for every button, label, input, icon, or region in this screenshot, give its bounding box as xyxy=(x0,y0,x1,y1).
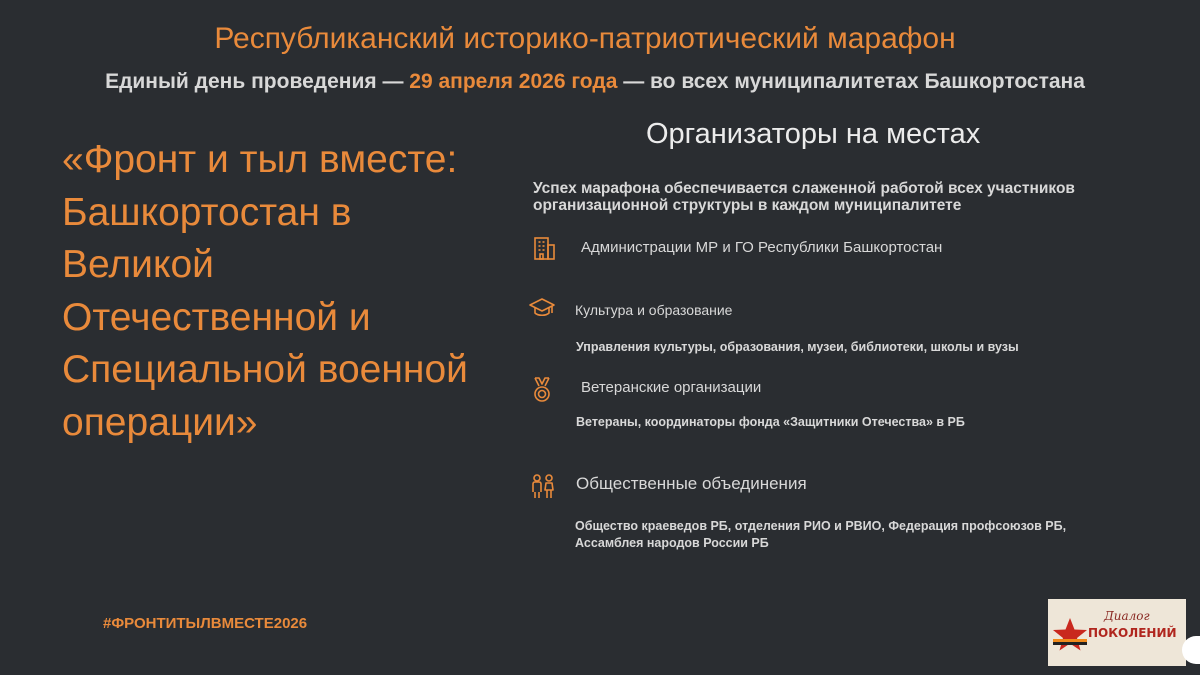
star-icon xyxy=(1050,615,1090,655)
organizer-title-public: Общественные объединения xyxy=(576,474,807,493)
marathon-name: «Фронт и тыл вместе: Башкортостан в Великой Отечественной и Специальной военной операции» xyxy=(62,138,468,444)
logo-top-text: Диалог xyxy=(1104,609,1150,623)
organizer-desc-public: Общество краеведов РБ, отделения РИО и РВИО, Федерация профсоюзов РБ, Ассамблея народов России РБ xyxy=(575,519,1067,550)
organizer-title-veterans: Ветеранские организации xyxy=(581,379,762,396)
hashtag: #ФРОНТИТЫЛВМЕСТЕ2026 xyxy=(103,615,308,632)
organizer-title-administrations: Администрации МР и ГО Республики Башкортостан xyxy=(581,239,943,256)
page-subtitle xyxy=(0,70,1190,94)
graduation-cap-icon xyxy=(528,294,556,322)
people-icon xyxy=(529,472,557,500)
medal-icon xyxy=(528,376,556,404)
subtitle-prefix: Единый день проведения — xyxy=(105,70,404,93)
organizers-intro: Успех марафона обеспечивается слаженной работой всех участников организационной структуры в каждом муниципалитете xyxy=(533,180,1075,214)
organizers-heading: Организаторы на местах xyxy=(646,118,981,150)
page-title: Республиканский историко-патриотический марафон xyxy=(214,22,956,55)
building-icon xyxy=(530,234,558,262)
logo xyxy=(1048,599,1186,666)
organizer-desc-culture: Управления культуры, образования, музеи, библиотеки, школы и вузы xyxy=(576,340,1019,354)
event-date: 29 апреля 2026 года xyxy=(409,70,618,93)
organizer-title-culture: Культура и образование xyxy=(575,302,733,318)
organizer-desc-veterans: Ветераны, координаторы фонда «Защитники Отечества» в РБ xyxy=(576,415,965,429)
subtitle-suffix: — во всех муниципалитетах Башкортостана xyxy=(623,70,1085,93)
logo-main-text: ПОКОЛЕНИЙ xyxy=(1088,626,1177,640)
